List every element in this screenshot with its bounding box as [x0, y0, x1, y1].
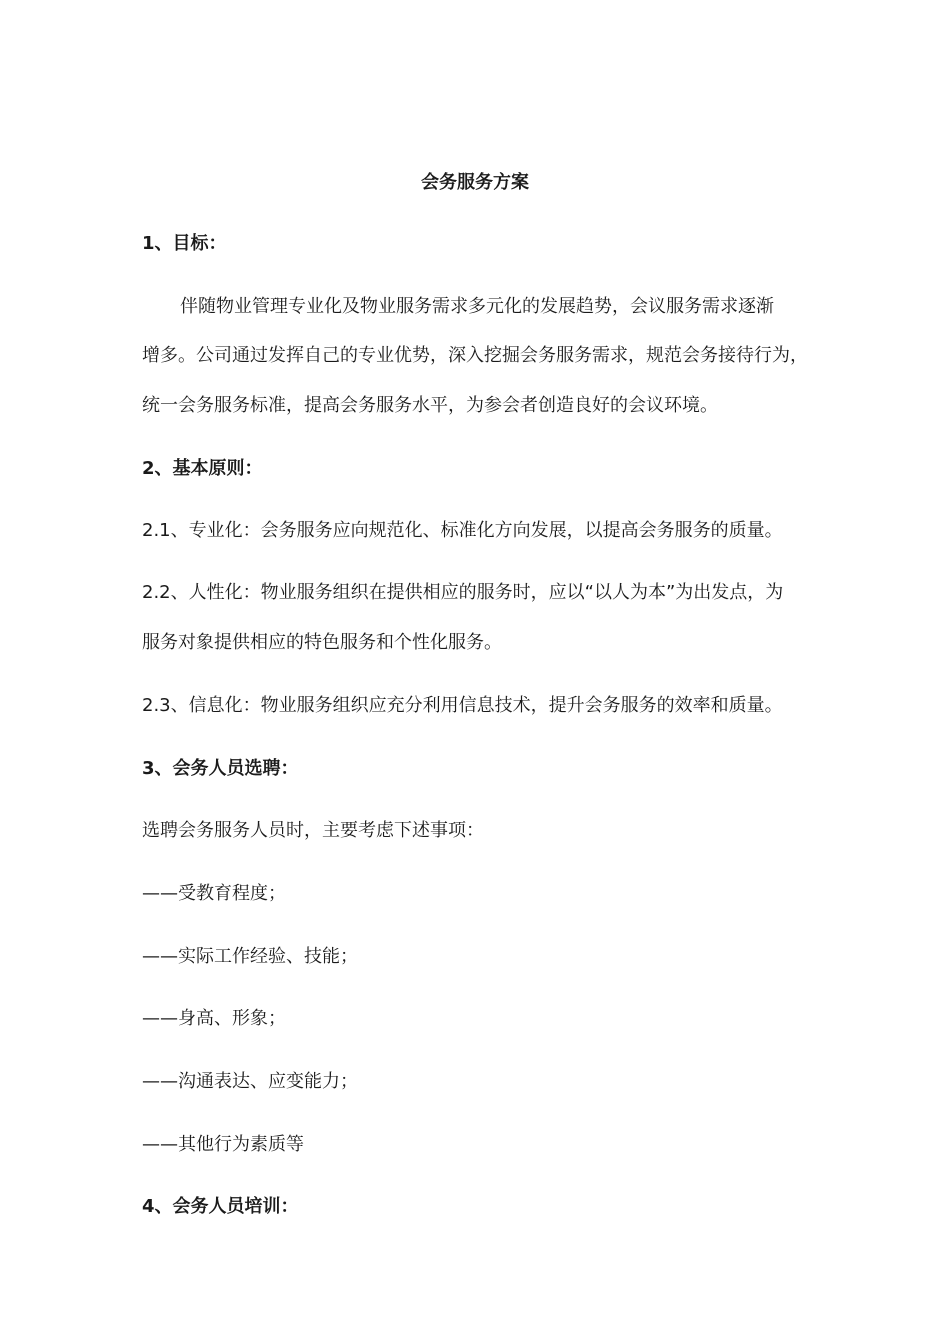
list-item: ——其他行为素质等	[142, 1134, 304, 1155]
section-3-heading: 3、会务人员选聘：	[142, 758, 299, 779]
principle-item-2-line-1: 2.2、人性化：物业服务组织在提供相应的服务时，应以“以人为本”为出发点，为	[142, 582, 784, 603]
document-title: 会务服务方案	[421, 172, 529, 193]
list-item: ——实际工作经验、技能；	[142, 946, 358, 967]
principle-item-2-line-2: 服务对象提供相应的特色服务和个性化服务。	[142, 632, 502, 653]
list-item: ——身高、形象；	[142, 1008, 286, 1029]
section-4-heading: 4、会务人员培训：	[142, 1196, 299, 1217]
section-1-heading: 1、目标：	[142, 233, 227, 254]
section-3-intro: 选聘会务服务人员时，主要考虑下述事项：	[142, 820, 484, 841]
section-1-paragraph-line-1: 伴随物业管理专业化及物业服务需求多元化的发展趋势，会议服务需求逐渐	[180, 296, 774, 317]
section-1-paragraph-line-3: 统一会务服务标准，提高会务服务水平，为参会者创造良好的会议环境。	[142, 395, 718, 416]
principle-item-3: 2.3、信息化：物业服务组织应充分利用信息技术，提升会务服务的效率和质量。	[142, 695, 783, 716]
list-item: ——受教育程度；	[142, 883, 286, 904]
section-2-heading: 2、基本原则：	[142, 458, 263, 479]
section-1-paragraph-line-2: 增多。公司通过发挥自己的专业优势，深入挖掘会务服务需求，规范会务接待行为，	[142, 345, 808, 366]
principle-item-1: 2.1、专业化：会务服务应向规范化、标准化方向发展，以提高会务服务的质量。	[142, 520, 783, 541]
list-item: ——沟通表达、应变能力；	[142, 1071, 358, 1092]
